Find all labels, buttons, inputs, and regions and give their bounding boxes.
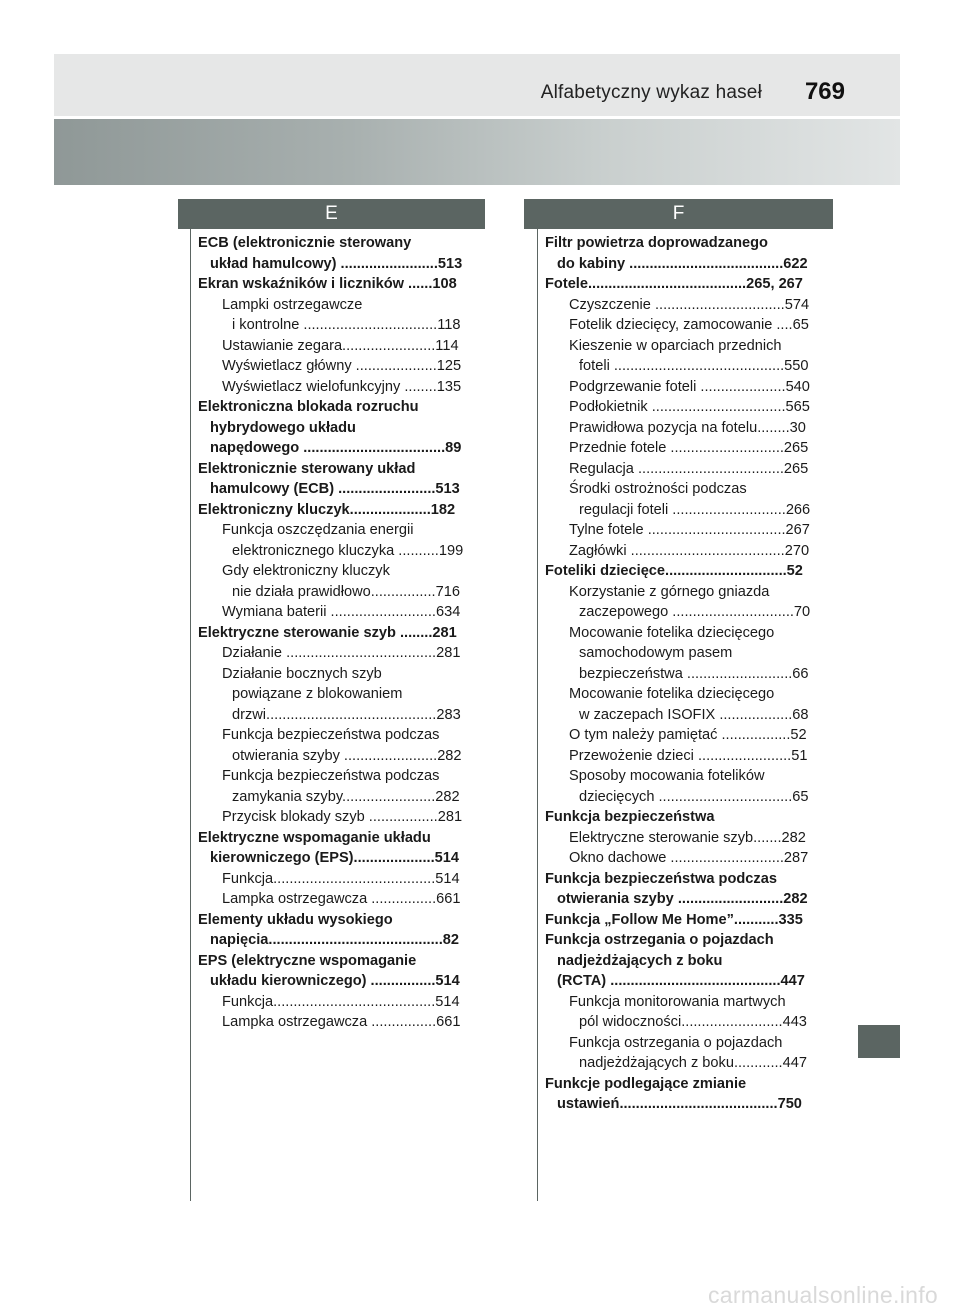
index-entry: Elektronicznie sterowany układ	[198, 460, 416, 477]
index-entry: Sposoby mocowania fotelików	[569, 768, 765, 784]
index-entry: Foteliki dziecięce..............................52	[545, 563, 803, 579]
index-entry: regulacji foteli ............................266	[579, 501, 811, 518]
index-entry: Podgrzewanie foteli .....................540	[569, 378, 810, 395]
index-entry: napędowego ...................................89	[210, 440, 462, 456]
index-entry: dziecięcych .................................65	[579, 788, 809, 805]
header-gradient-band	[54, 119, 900, 185]
index-entry: zaczepowego ..............................70	[579, 604, 811, 620]
index-entry: Elektryczne sterowanie szyb.......282	[569, 829, 806, 846]
index-entry: Wyświetlacz główny ....................125	[222, 358, 462, 374]
index-entry: foteli ..........................................550	[579, 358, 809, 374]
index-entry: do kabiny ......................................622	[557, 255, 808, 272]
index-entry: Funkcja bezpieczeństwa podczas	[545, 870, 777, 887]
index-entry: Regulacja ....................................265	[569, 460, 809, 477]
index-entry: Funkcje podlegające zmianie	[545, 1075, 747, 1092]
index-entry: Elektryczne wspomaganie układu	[198, 829, 431, 846]
index-entry: układu kierowniczego) ................514	[210, 973, 460, 989]
index-entry: Funkcja ostrzegania o pojazdach	[569, 1034, 783, 1051]
index-entry: hybrydowego układu	[210, 419, 356, 436]
index-entry: elektronicznego kluczyka ..........199	[232, 542, 464, 559]
index-entry: powiązane z blokowaniem	[232, 686, 403, 702]
index-entry: Ustawianie zegara.......................114	[222, 337, 459, 354]
index-entry: kierowniczego (EPS)....................514	[210, 850, 459, 866]
index-entry: Czyszczenie ................................574	[569, 296, 810, 313]
index-entry: Wymiana baterii ..........................634	[222, 604, 461, 620]
index-entry: Gdy elektroniczny kluczyk	[222, 563, 390, 579]
index-entry: Przednie fotele ............................265	[569, 440, 809, 456]
section-thumb-tab	[858, 1025, 900, 1058]
index-entry: bezpieczeństwa ..........................66	[579, 665, 809, 682]
index-entry: Korzystanie z górnego gniazda	[569, 583, 770, 600]
index-entry: otwierania szyby .......................282	[232, 747, 462, 764]
index-entry: Działanie bocznych szyb	[222, 665, 382, 682]
index-entry: Działanie .....................................281	[222, 645, 461, 661]
index-entry: pól widoczności.........................443	[579, 1014, 807, 1030]
index-entry: Przewożenie dzieci .......................51	[569, 747, 808, 764]
page-header	[54, 54, 900, 116]
index-entry: Tylne fotele ..................................267	[569, 522, 810, 538]
index-entry: Funkcja........................................514	[222, 870, 460, 887]
column-rule-e	[190, 229, 191, 1201]
index-entry: Fotele.......................................265, 267	[545, 276, 803, 292]
index-entry: Prawidłowa pozycja na fotelu........30	[569, 419, 806, 436]
index-entry: Funkcja oszczędzania energii	[222, 522, 414, 538]
index-entry: Lampka ostrzegawcza ................661	[222, 891, 461, 907]
index-entry: Mocowanie fotelika dziecięcego	[569, 624, 775, 641]
index-entry: Lampki ostrzegawcze	[222, 296, 363, 313]
section-heading-f: F	[524, 199, 833, 229]
index-entry: Podłokietnik .................................565	[569, 399, 810, 415]
index-entry: ustawień.......................................750	[557, 1096, 802, 1112]
watermark: carmanualsonline.info	[707, 1282, 938, 1308]
index-entry: EPS (elektryczne wspomaganie	[198, 952, 417, 969]
index-entry: O tym należy pamiętać .................52	[569, 727, 807, 743]
index-entry: Funkcja monitorowania martwych	[569, 993, 786, 1010]
index-entry: otwierania szyby ..........................282	[557, 891, 808, 907]
index-entry: nadjeżdżających z boku	[557, 952, 723, 969]
index-entry: Elektryczne sterowanie szyb ........281	[198, 624, 457, 641]
section-heading-e: E	[178, 199, 485, 229]
index-entry: Lampka ostrzegawcza ................661	[222, 1014, 461, 1030]
index-entry: nadjeżdżających z boku............447	[579, 1055, 807, 1071]
page-number: 769	[804, 78, 845, 105]
index-entry: Przycisk blokady szyb .................281	[222, 809, 463, 825]
index-entry: Mocowanie fotelika dziecięcego	[569, 686, 775, 702]
index-entry: i kontrolne .................................118	[232, 317, 461, 333]
index-entry: Wyświetlacz wielofunkcyjny ........135	[222, 378, 462, 395]
index-entry: Elektroniczny kluczyk....................182	[198, 501, 456, 518]
index-entry: drzwi..........................................283	[232, 706, 461, 723]
index-entry: Kieszenie w oparciach przednich	[569, 337, 782, 354]
index-entry: Funkcja ostrzegania o pojazdach	[545, 932, 774, 948]
index-entry: Ekran wskaźników i liczników ......108	[198, 276, 457, 292]
index-entry: ECB (elektronicznie sterowany	[198, 235, 412, 251]
index-column-f	[545, 233, 833, 1115]
index-entry: nie działa prawidłowo................716	[232, 583, 460, 600]
index-entry: Funkcja „Follow Me Home”...........335	[545, 911, 803, 928]
index-entry: Filtr powietrza doprowadzanego	[545, 235, 768, 251]
index-entry: samochodowym pasem	[579, 645, 733, 661]
index-entry: Funkcja bezpieczeństwa podczas	[222, 727, 440, 743]
index-entry: Elementy układu wysokiego	[198, 911, 393, 928]
page-title: Alfabetyczny wykaz haseł	[540, 82, 762, 103]
index-entry: Elektroniczna blokada rozruchu	[198, 399, 419, 415]
index-column-e	[198, 233, 486, 1033]
index-entry: (RCTA) ..........................................447	[557, 973, 805, 989]
column-rule-f	[537, 229, 538, 1201]
index-entry: Funkcja........................................514	[222, 993, 460, 1010]
index-entry: napięcia...........................................82	[210, 932, 459, 948]
index-entry: Zagłówki ......................................270	[569, 542, 810, 559]
index-entry: Środki ostrożności podczas	[569, 481, 747, 497]
index-entry: hamulcowy (ECB) ........................513	[210, 481, 460, 497]
index-entry: Funkcja bezpieczeństwa podczas	[222, 768, 440, 784]
index-entry: Okno dachowe ............................287	[569, 850, 809, 866]
index-entry: Funkcja bezpieczeństwa	[545, 809, 715, 825]
index-entry: Fotelik dziecięcy, zamocowanie ....65	[569, 317, 809, 333]
index-entry: w zaczepach ISOFIX ..................68	[579, 706, 809, 723]
index-entry: zamykania szyby.......................282	[232, 788, 460, 805]
index-entry: układ hamulcowy) ........................513	[210, 255, 463, 272]
